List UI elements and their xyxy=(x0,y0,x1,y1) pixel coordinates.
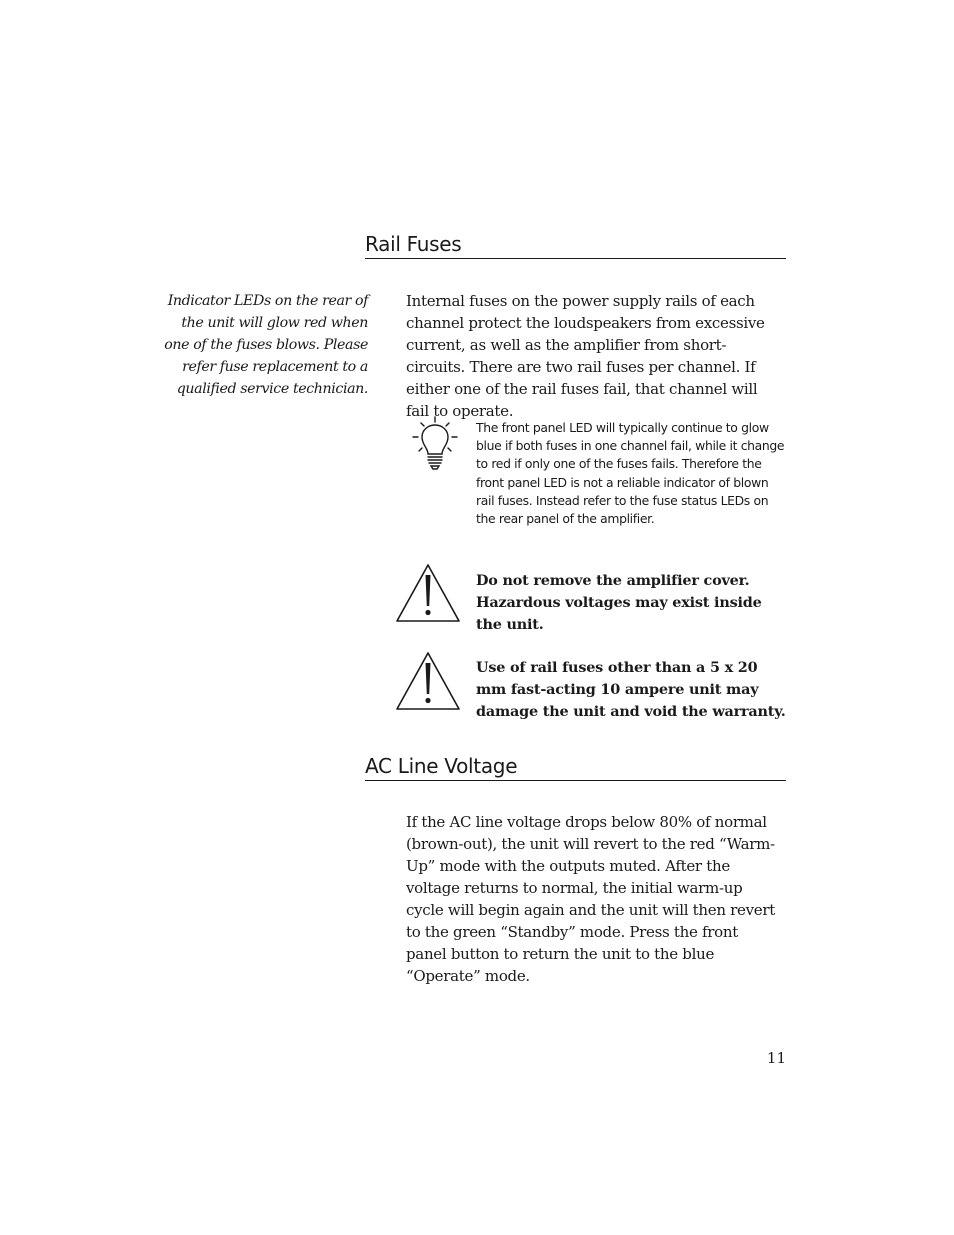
warning-triangle-icon xyxy=(395,651,461,711)
warning-text: Use of rail fuses other than a 5 x 20 mm fast-acting 10 ampere unit may damage the unit and void the warranty. xyxy=(476,659,786,720)
section-heading-ac-line-voltage: AC Line Voltage xyxy=(365,754,786,781)
sidenote: Indicator LEDs on the rear of the unit will glow red when one of the fuses blows. Please refer fuse replacement to a qualified service technician. xyxy=(164,293,368,397)
warning-triangle-icon xyxy=(395,563,461,623)
tip-note: The front panel LED will typically continue to glow blue if both fuses in one channel fail, while it change to red if only one of the fuses fails. Therefore the front panel LED is not a reliable indicator of blown rail fuses. Instead refer to the fuse status LEDs on the rear panel of the amplifier. xyxy=(476,420,785,527)
warning-text: Do not remove the amplifier cover. Hazardous voltages may exist inside the unit. xyxy=(476,572,762,633)
page-number: 11 xyxy=(766,1049,786,1067)
rail-fuses-body: Internal fuses on the power supply rails of each channel protect the loudspeakers from excessive current, as well as the amplifier from short-circuits. There are two rail fuses per channel. If either one of the rail fuses fail, that channel will fail to operate. xyxy=(406,292,765,420)
ac-line-voltage-body: If the AC line voltage drops below 80% of normal (brown-out), the unit will revert to the red “Warm-Up” mode with the outputs muted. After the voltage returns to normal, the initial warm-up cycle will begin again and the unit will then revert to the green “Standby” mode. Press the front panel button to return the unit to the blue “Operate” mode. xyxy=(406,813,775,985)
section-heading-rail-fuses: Rail Fuses xyxy=(365,232,786,259)
lightbulb-icon xyxy=(412,416,458,472)
